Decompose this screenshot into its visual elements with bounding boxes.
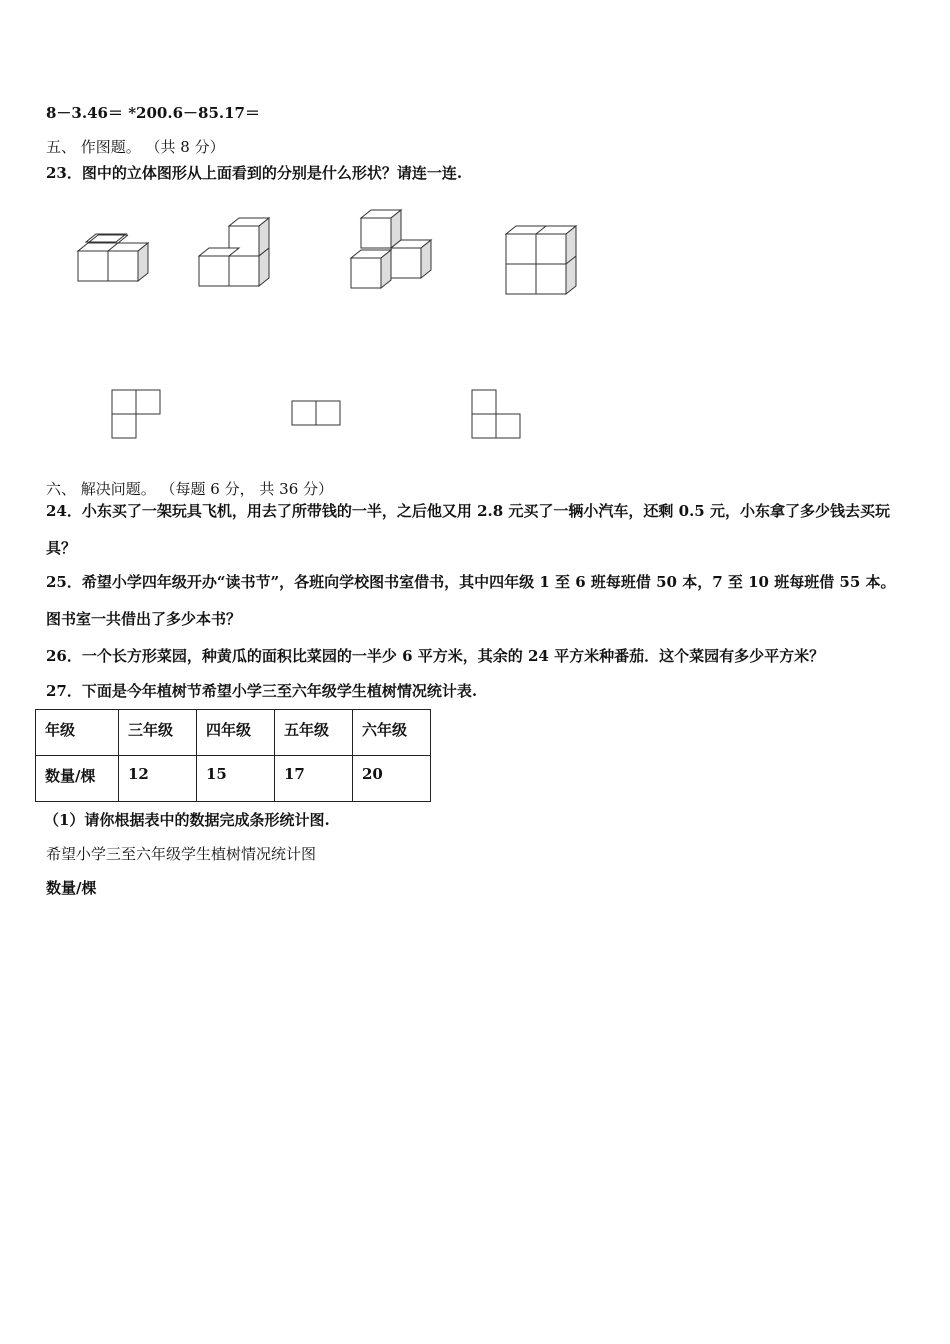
section6-title: 六、 解决问题。 （每题 6 分， 共 36 分）	[46, 480, 334, 498]
question-26: 26．一个长方形菜园，种黄瓜的面积比菜园的一半少 6 平方米，其余的 24 平方米种番茄．这个菜园有多少平方米？	[46, 647, 825, 665]
table-row	[36, 756, 431, 802]
table-cell: 五年级	[275, 710, 353, 756]
sub-question-1: （1）请你根据表中的数据完成条形统计图.	[44, 811, 330, 829]
table-header-row	[36, 710, 431, 756]
table-cell: 三年级	[119, 710, 197, 756]
solid-figure-2	[197, 213, 277, 289]
table-cell: 12	[119, 756, 197, 802]
question-27: 27．下面是今年植树节希望小学三至六年级学生植树情况统计表.	[46, 682, 478, 700]
solid-figure-4	[504, 222, 584, 298]
chart-y-label: 数量/棵	[46, 879, 97, 897]
top-view-two-squares	[291, 400, 343, 428]
table-cell: 数量/棵	[36, 756, 119, 802]
solid-figure-1	[76, 230, 156, 286]
table-cell: 四年级	[197, 710, 275, 756]
top-view-l-shape-mirrored	[471, 389, 523, 441]
chart-title: 希望小学三至六年级学生植树情况统计图	[46, 845, 317, 863]
top-view-l-shape	[111, 389, 163, 441]
table-cell: 年级	[36, 710, 119, 756]
calc-line: 8－3.46＝ *200.6－85.17＝	[46, 104, 260, 122]
question-24: 24．小东买了一架玩具飞机，用去了所带钱的一半，之后他又用 2.8 元买了一辆小汽车，还剩 0.5 元，小东拿了多少钱去买玩具？	[46, 502, 890, 557]
tree-planting-table	[35, 709, 431, 802]
solid-figure-3	[349, 206, 439, 292]
table-cell: 六年级	[353, 710, 431, 756]
table-cell: 20	[353, 756, 431, 802]
section5-title: 五、 作图题。 （共 8 分）	[46, 138, 225, 156]
question-23: 23．图中的立体图形从上面看到的分别是什么形状？请连一连.	[46, 164, 463, 182]
table-cell: 17	[275, 756, 353, 802]
table-cell: 15	[197, 756, 275, 802]
question-25: 25．希望小学四年级开办“读书节”，各班向学校图书室借书，其中四年级 1 至 6 班每班借 50 本，7 至 10 班每班借 55 本。图书室一共借出了多少本书？	[46, 573, 896, 628]
